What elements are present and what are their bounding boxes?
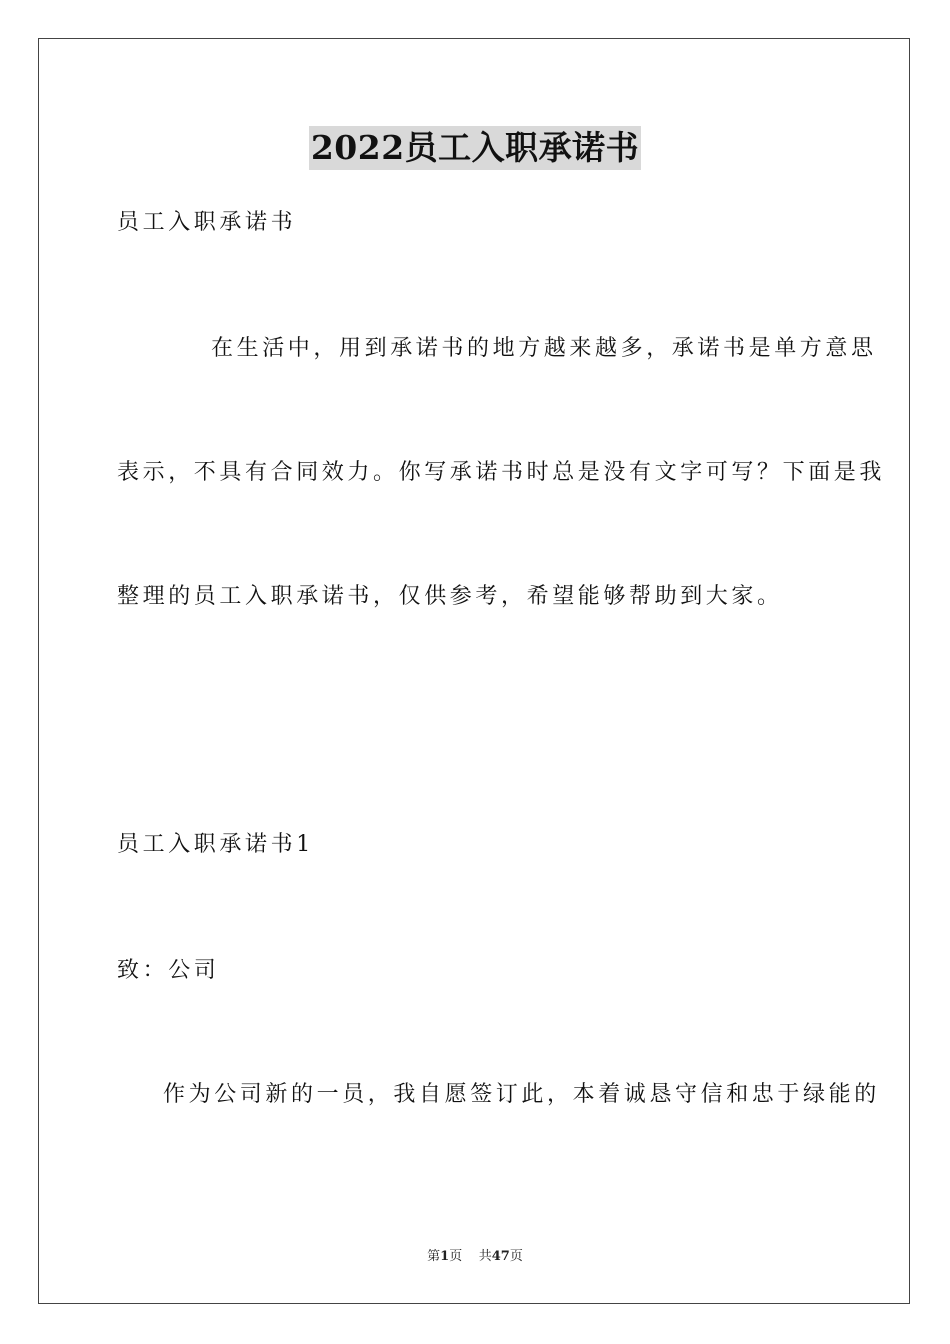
salutation: 致：公司 — [117, 958, 220, 983]
intro-line-3: 整理的员工入职承诺书，仅供参考，希望能够帮助到大家。 — [117, 584, 783, 609]
footer-total-suffix: 页 — [509, 1249, 523, 1264]
body-line-1: 作为公司新的一员，我自愿签订此，本着诚恳守信和忠于绿能的 — [163, 1082, 880, 1107]
intro-line-1: 在生活中，用到承诺书的地方越来越多，承诺书是单方意思 — [211, 336, 877, 361]
document-title: 2022员工入职承诺书 — [309, 126, 641, 170]
footer-total-prefix: 共 — [478, 1249, 492, 1264]
footer-total-pages: 47 — [491, 1249, 510, 1264]
intro-line-2: 表示，不具有合同效力。你写承诺书时总是没有文字可写？下面是我 — [117, 460, 886, 485]
footer-page-number: 1 — [440, 1249, 450, 1264]
footer-page-prefix: 第 — [427, 1249, 441, 1264]
document-heading: 员工入职承诺书 — [117, 210, 297, 235]
page-footer — [0, 1248, 950, 1266]
section-heading: 员工入职承诺书1 — [117, 832, 314, 857]
footer-page-suffix: 页 — [449, 1249, 463, 1264]
title-container — [0, 126, 950, 170]
